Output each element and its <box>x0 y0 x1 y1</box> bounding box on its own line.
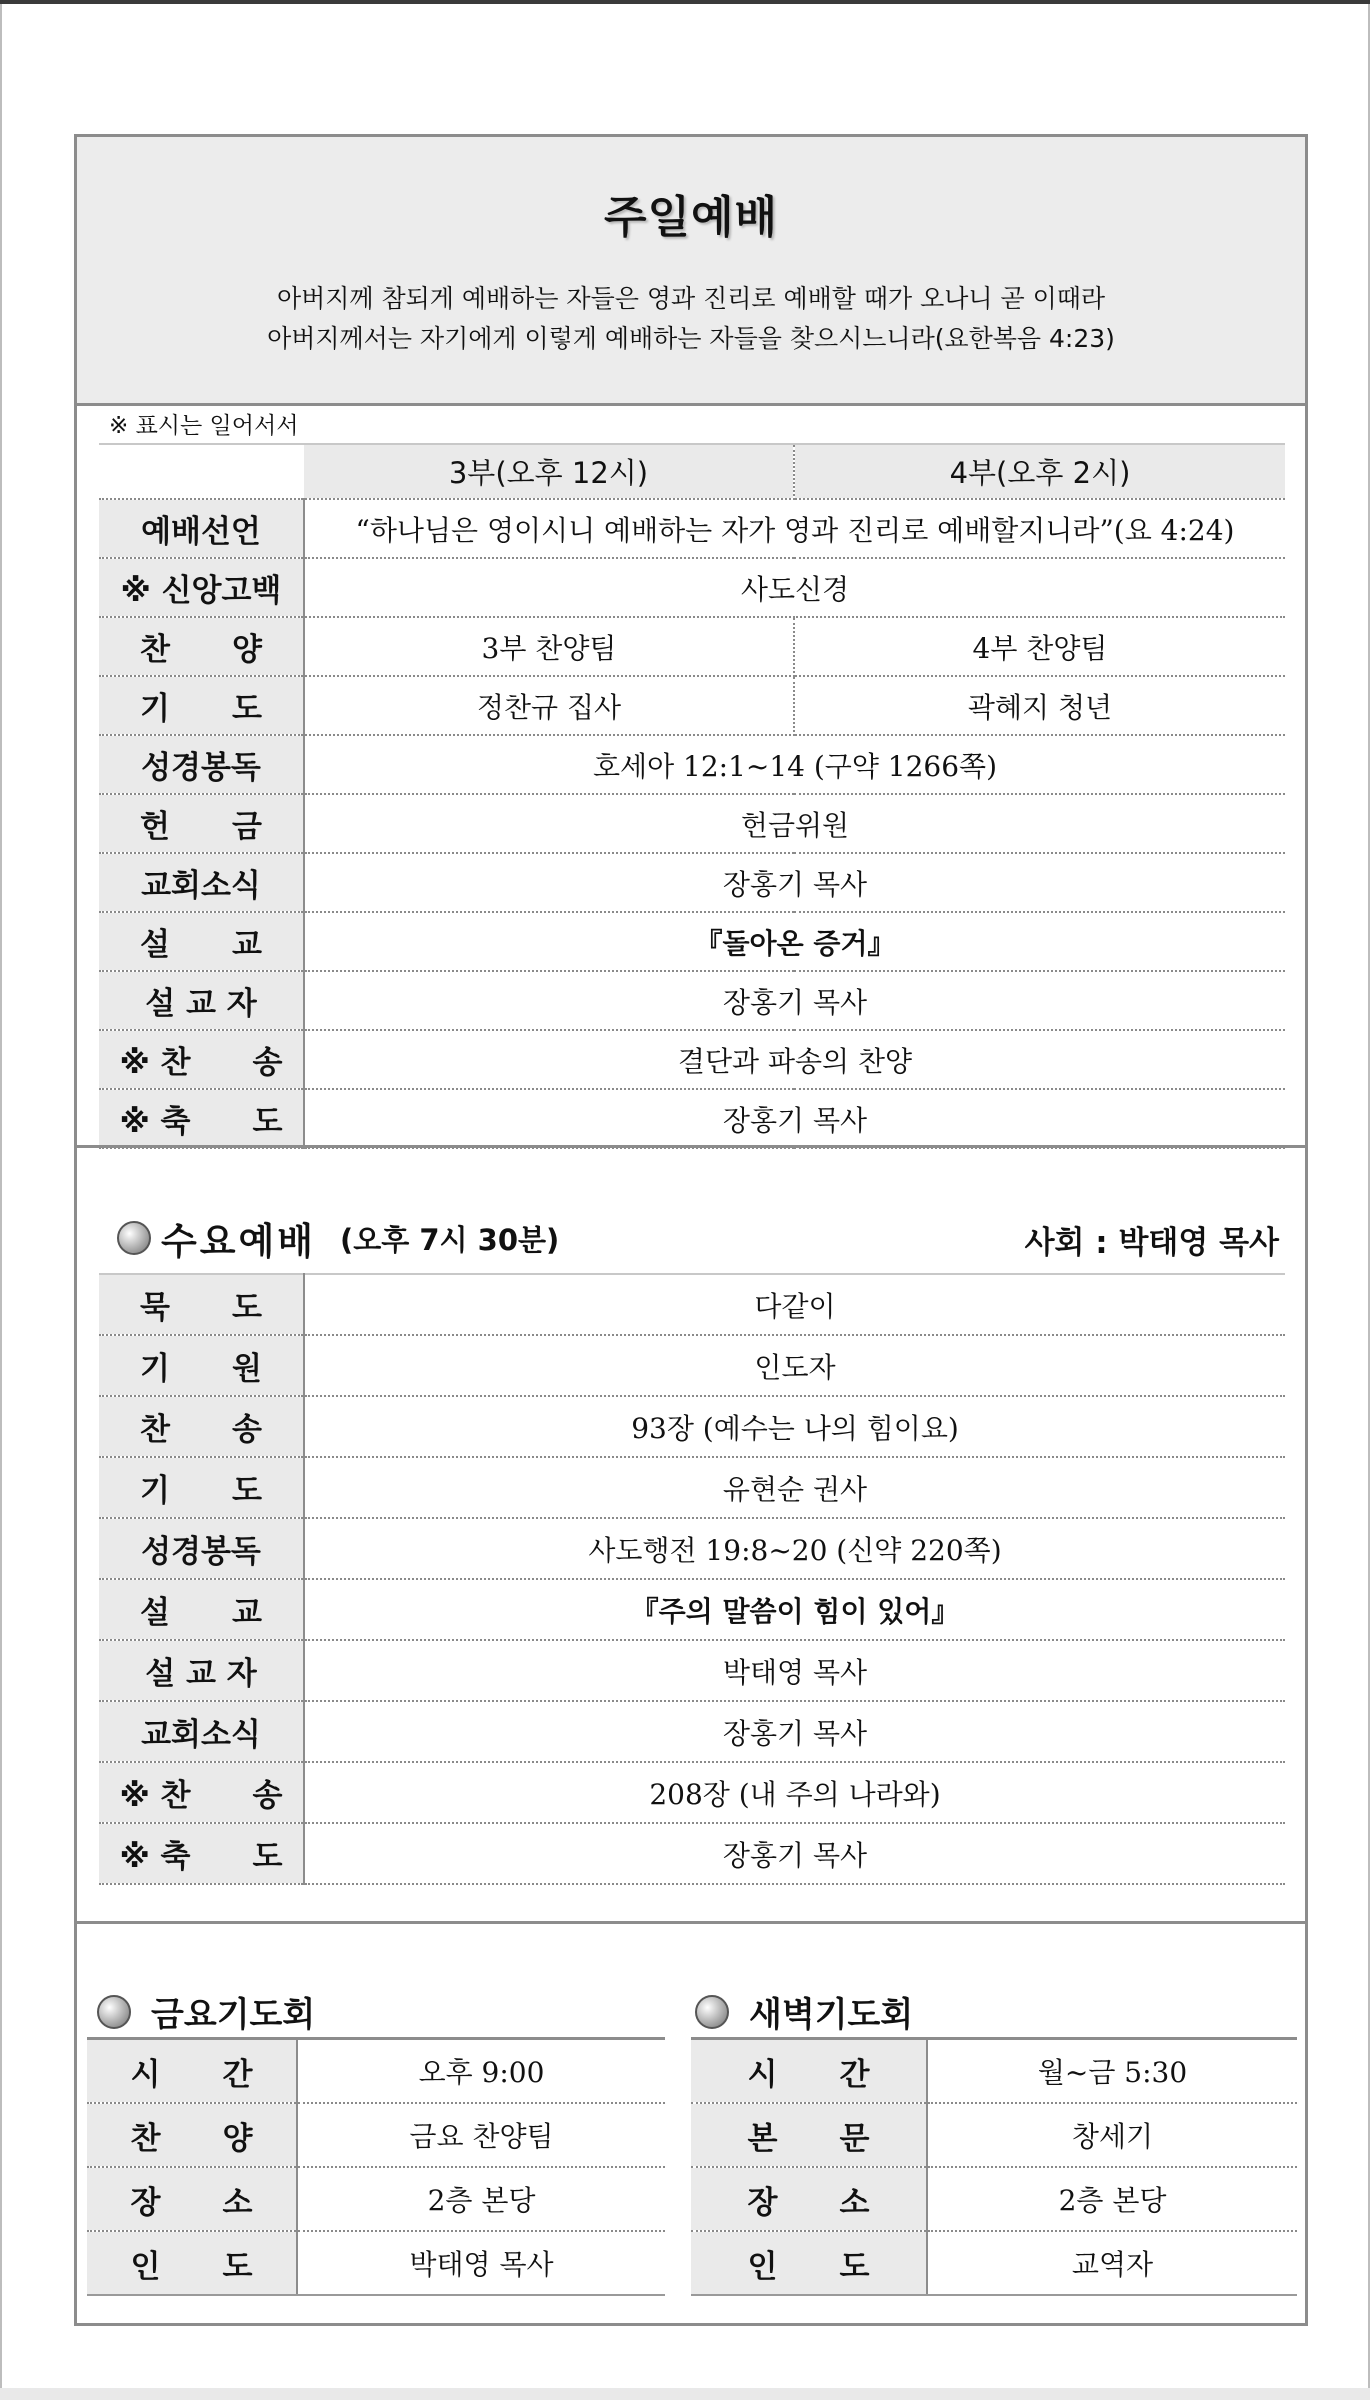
row-label: 찬 양 <box>87 2103 297 2167</box>
table-row <box>99 794 1285 853</box>
friday-title: 금요기도회 <box>151 1995 316 2035</box>
table-row <box>99 1335 1285 1396</box>
row-label: 설 교 <box>99 912 304 971</box>
row-label: 설 교 자 <box>99 971 304 1030</box>
service-4-header: 4부(오후 2시) <box>794 444 1285 499</box>
row-label: 교회소식 <box>99 1701 304 1762</box>
table-row <box>87 2103 665 2167</box>
row-value: 사도행전 19:8~20 (신약 220쪽) <box>304 1518 1285 1579</box>
row-label: 예배선언 <box>99 499 304 558</box>
row-label: 성경봉독 <box>99 735 304 794</box>
row-value: 금요 찬양팀 <box>297 2103 665 2167</box>
bottom-strip <box>0 2388 1370 2400</box>
row-label: 찬 송 <box>99 1396 304 1457</box>
row-label: 기 도 <box>99 676 304 735</box>
row-label: 시 간 <box>691 2039 927 2104</box>
table-row <box>99 499 1285 558</box>
section-divider <box>77 1921 1305 1924</box>
dawn-heading <box>695 1987 913 2036</box>
table-row <box>99 853 1285 912</box>
table-row <box>99 1030 1285 1089</box>
table-row <box>99 1701 1285 1762</box>
row-value: 다같이 <box>304 1274 1285 1335</box>
row-value: 장홍기 목사 <box>304 1701 1285 1762</box>
row-value: 결단과 파송의 찬양 <box>304 1030 1285 1089</box>
sunday-header <box>77 137 1305 406</box>
row-label: 장 소 <box>691 2167 927 2231</box>
row-label: 설 교 자 <box>99 1640 304 1701</box>
row-label: ※ 신앙고백 <box>99 558 304 617</box>
row-label: 인 도 <box>87 2231 297 2295</box>
bullet-circle-icon <box>97 1995 131 2029</box>
row-label: 묵 도 <box>99 1274 304 1335</box>
row-value: 장홍기 목사 <box>304 971 1285 1030</box>
sermon-title: 『돌아온 증거』 <box>304 912 1285 971</box>
row-value: 호세아 12:1~14 (구약 1266쪽) <box>304 735 1285 794</box>
row-label: ※ 찬 송 <box>99 1762 304 1823</box>
table-row <box>99 971 1285 1030</box>
friday-heading <box>97 1987 315 2036</box>
sunday-title: 주일예배 <box>603 192 778 243</box>
row-label: ※ 축 도 <box>99 1823 304 1884</box>
row-label: ※ 축 도 <box>99 1089 304 1148</box>
wednesday-order-table <box>99 1273 1285 1885</box>
row-label: 본 문 <box>691 2103 927 2167</box>
row-value: 박태영 목사 <box>297 2231 665 2295</box>
row-value: 헌금위원 <box>304 794 1285 853</box>
row-value: 장홍기 목사 <box>304 1089 1285 1148</box>
row-label: 장 소 <box>87 2167 297 2231</box>
table-row <box>691 2039 1297 2104</box>
table-row <box>87 2167 665 2231</box>
table-row <box>691 2231 1297 2295</box>
sunday-order-table <box>99 443 1285 1149</box>
verse-line-2: 아버지께서는 자기에게 이렇게 예배하는 자들을 찾으시느니라(요한복음 4:23) <box>267 324 1115 353</box>
table-row <box>99 558 1285 617</box>
sunday-header-row <box>99 444 1285 499</box>
row-label: 헌 금 <box>99 794 304 853</box>
section-divider <box>77 1145 1305 1148</box>
row-value: 93장 (예수는 나의 힘이요) <box>304 1396 1285 1457</box>
wednesday-heading <box>117 1211 559 1265</box>
row-label: 성경봉독 <box>99 1518 304 1579</box>
row-value-4: 곽혜지 청년 <box>794 676 1285 735</box>
row-value: 인도자 <box>304 1335 1285 1396</box>
bullet-circle-icon <box>695 1995 729 2029</box>
dawn-title: 새벽기도회 <box>749 1995 914 2035</box>
row-value: 장홍기 목사 <box>304 1823 1285 1884</box>
table-row <box>99 1518 1285 1579</box>
row-value: 208장 (내 주의 나라와) <box>304 1762 1285 1823</box>
table-row <box>691 2103 1297 2167</box>
row-value: 박태영 목사 <box>304 1640 1285 1701</box>
row-value: 창세기 <box>927 2103 1297 2167</box>
row-value: 유현순 권사 <box>304 1457 1285 1518</box>
service-3-header: 3부(오후 12시) <box>304 444 794 499</box>
row-label: 기 도 <box>99 1457 304 1518</box>
table-row <box>99 1089 1285 1148</box>
row-label: ※ 찬 송 <box>99 1030 304 1089</box>
row-label: 교회소식 <box>99 853 304 912</box>
table-row <box>87 2231 665 2295</box>
row-value-4: 4부 찬양팀 <box>794 617 1285 676</box>
friday-prayer-table <box>87 2037 665 2296</box>
row-label: 인 도 <box>691 2231 927 2295</box>
table-row <box>99 1640 1285 1701</box>
table-row <box>99 1457 1285 1518</box>
row-value: 교역자 <box>927 2231 1297 2295</box>
row-value-3: 정찬규 집사 <box>304 676 794 735</box>
row-value: 오후 9:00 <box>297 2039 665 2104</box>
row-value: 월~금 5:30 <box>927 2039 1297 2104</box>
table-row <box>99 1274 1285 1335</box>
row-label: 기 원 <box>99 1335 304 1396</box>
table-row <box>99 1579 1285 1640</box>
header-blank-cell <box>99 444 304 499</box>
dawn-prayer-table <box>691 2037 1297 2296</box>
row-value: 2층 본당 <box>927 2167 1297 2231</box>
row-label: 찬 양 <box>99 617 304 676</box>
table-row <box>691 2167 1297 2231</box>
wednesday-title: 수요예배 <box>161 1220 316 1263</box>
standing-note: ※ 표시는 일어서서 <box>109 413 299 439</box>
verse-line-1: 아버지께 참되게 예배하는 자들은 영과 진리로 예배할 때가 오나니 곧 이때라 <box>276 284 1106 313</box>
row-value-3: 3부 찬양팀 <box>304 617 794 676</box>
wednesday-host: 사회 : 박태영 목사 <box>1024 1225 1279 1261</box>
bullet-circle-icon <box>117 1221 151 1255</box>
wednesday-time: (오후 7시 30분) <box>339 1222 560 1257</box>
table-row <box>99 676 1285 735</box>
row-label: 시 간 <box>87 2039 297 2104</box>
row-label: 설 교 <box>99 1579 304 1640</box>
table-row <box>99 1762 1285 1823</box>
table-row <box>99 1396 1285 1457</box>
table-row <box>99 735 1285 794</box>
row-value: 2층 본당 <box>297 2167 665 2231</box>
table-row <box>99 912 1285 971</box>
row-value: 사도신경 <box>304 558 1285 617</box>
table-row <box>87 2039 665 2104</box>
row-value: 장홍기 목사 <box>304 853 1285 912</box>
sermon-title: 『주의 말씀이 힘이 있어』 <box>304 1579 1285 1640</box>
table-row <box>99 617 1285 676</box>
row-value: “하나님은 영이시니 예배하는 자가 영과 진리로 예배할지니라”(요 4:24) <box>304 499 1285 558</box>
table-row <box>99 1823 1285 1884</box>
bulletin-frame <box>74 134 1308 2326</box>
